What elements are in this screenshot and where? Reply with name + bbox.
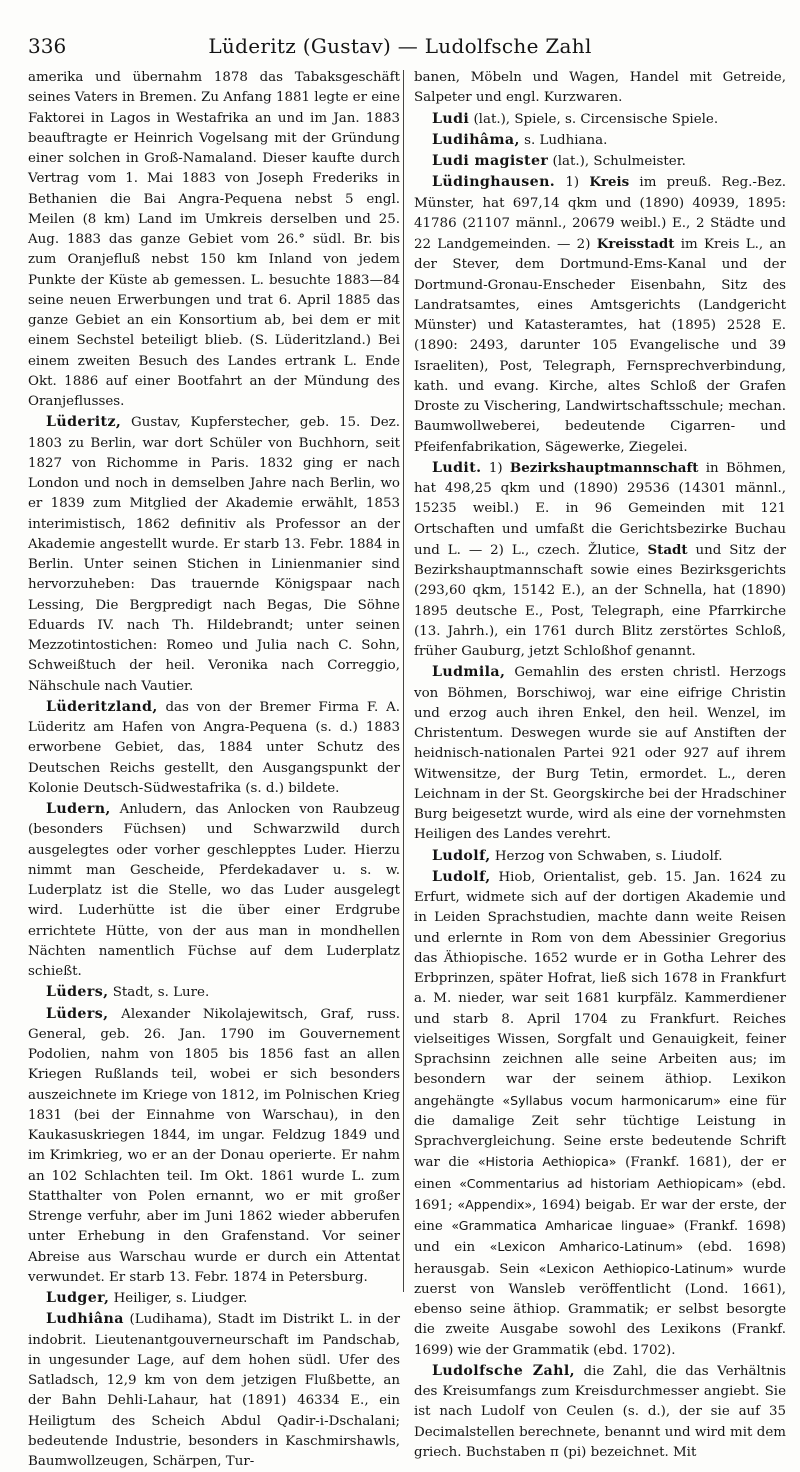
entry-text: Herzog von Schwaben, s. Liudolf. [490,848,723,864]
entry-lemma: Ludit. [432,459,482,476]
entry-ludolf-hiob [414,867,786,1361]
entry-ludolfsche-zahl [414,1361,786,1463]
latin-title: «Historia Aethiopica» [477,1154,617,1170]
right-column [414,68,787,1460]
latin-title: «Lexicon Amharico-Latinum» [489,1239,684,1255]
entry-text: (lat.), Schulmeister. [548,154,686,169]
entry-text: die Zahl, die das Verhältnis des Kreisumfangs zum Kreisdurchmesser angiebt. Sie ist nach Ludolf von Ceulen (s. d.), der sie auf 35 Decimalstellen berechnete, benannt und wird mit dem griech. Buchstaben π (pi) bezeichnet. Mit [414,1363,786,1460]
entry-lemma: Lüdinghausen. [432,174,556,191]
entry-text: (Ludihama), Stadt im Distrikt L. in der indobrit. Lieutenantgouverneurschaft im Pandschab, in ungesunder Lage, auf dem hohen südl. Ufer des Satladsch, 12,9 km von dem jetzigen Flußbette, an der Bahn Dehli-Lahaur, hat (1891) 46334 E., ein Heiligtum des Scheich Abdul Qadir-i-Dschalani; bedeutende Industrie, besonders in Kaschmirshawls, Baumwollzeugen, Schärpen, Tur- [28,1312,400,1469]
entry-lemma: Ludhiâna [46,1311,124,1328]
entry-ludi-magister [414,151,786,172]
entry-lueders-alexander [28,1004,400,1289]
entry-text: s. Ludhiana. [519,132,608,148]
entry-text: Gustav, Kupferstecher, geb. 15. Dez. 1803 zu Berlin, war dort Schüler von Buchhorn, seit 1827 von Richomme in Paris. 1832 ging er nach London und noch in demselben Jahre nach Berlin, wo er 1839 zum Mitglied der Akademie erwählt, 1853 interimistisch, 1862 definitiv als Professor an der Akademie angestellt wurde. Er starb 13. Febr. 1884 in Berlin. Unter seinen Stichen in Linienmanier sind hervorzuheben: Das trauernde Königspaar nach Lessing, Die Bergpredigt nach Begas, Die Söhne Eduards IV. nach Th. Hildebrandt; unter seinen Mezzotintostichen: Romeo und Julia nach C. Sohn, Schweißtuch der heil. Veronika nach Correggio, Nähschule nach Vautier. [28,415,400,694]
latin-title: «Syllabus vocum harmonicarum» [502,1092,721,1108]
entry-text: das von der Bremer Firma F. A. Lüderitz am Hafen von Angra-Pequena (s. d.) 1883 erworbene Gebiet, das, 1884 unter Schutz des Deutschen Reichs gestellt, den Ausgangspunkt der Kolonie Deutsch-Südwestafrika (s. d.) bildete. [28,699,400,796]
entry-lemma: Lüders, [46,1005,109,1022]
latin-title: «Appendix» [457,1196,533,1212]
entry-ludi [414,109,786,130]
entry-lemma: Ludern, [46,801,111,817]
entry-text: amerika und übernahm 1878 das Tabaksgeschäft seines Vaters in Bremen. Zu Anfang 1881 legte er eine Faktorei in Lagos in Westafrika an und im Jan. 1883 beauftragte er Heinrich Vogelsang mit der Gründung einer solchen in Groß-Namaland. Dieser kaufte durch Vertrag vom 1. Mai 1883 von Joseph Frederiks in Bethanien die Bai Angra-Pequena nebst 5 engl. Meilen (8 km) Land im Umkreis derselben und 25. Aug. 1883 das ganze Gebiet vom 26.° südl. Br. bis zum Oranjefluß nebst 150 km Inland von jedem Punkte der Küste ab gemessen. L. besuchte 1883—84 seine neuen Erwerbungen und trat 6. April 1885 das ganze Gebiet an ein Konsortium ab, bei dem er mit einem Sechstel beteiligt blieb. (S. Lüderitzland.) Bei einem zweiten Besuch des Landes ertrank L. Ende Okt. 1886 auf einer Bootfahrt an der Mündung des Oranjeflusses. [28,70,400,409]
entry-text: Anludern, das Anlocken von Raubzeug (besonders Füchsen) und Schwarzwild durch ausgelegtes oder vorher geschlepptes Luder. Hierzu nimmt man Gescheide, Pferdekadaver u. s. w. Luderplatz ist die Stelle, wo das Luder ausgelegt wird. Luderhütte ist die über einer Erdgrube errichtete Hütte, von der aus man in mondhellen Nächten namentlich Füchse auf dem Luderplatz schießt. [28,802,400,979]
entry-ludger [28,1288,400,1309]
entry-text: , 1694) beigab. Er war der erste, der eine [414,1197,787,1234]
column-divider [403,70,404,1292]
entry-lemma: Lüderitz, [46,414,122,431]
entry-text: (lat.), Spiele, s. Circensische Spiele. [469,111,719,127]
latin-title: «Commentarius ad historiam Aethiopicam» [459,1175,744,1191]
entry-luedinghausen: Lüdinghausen. 1) Kreis im preuß. Reg.-Bez. Münster, hat 697,14 qkm und (1890) 40939, 1895: 41786 (21107 männl., 20679 weibl.) E., 2 Städte und 22 Landgemeinden. — 2) Kreisstadt im Kreis L., an der Stever, dem Dortmund-Ems-Kanal und der Dortmund-Gronau-Enscheder Eisenbahn, Sitz des Landratsamtes, eines Amtsgerichts (Landgericht Münster) und Katasteramtes, hat (1895) 2528 E. (1890: 2493, darunter 105 Evangelische und 39 Israeliten), Post, Telegraph, Fernsprechverbindung, kath. und evang. Kirche, altes Schloß der Grafen Droste zu Vischering, Landwirtschaftsschule; mechan. Baumwollweberei, bedeutende Cigarren- und Pfeifenfabrikation, Sägewerke, Ziegelei. [414,174,786,455]
entry-text: Heiliger, s. Liudger. [109,1291,248,1306]
entry-lemma: Lüderitzland, [46,698,158,715]
entry-text: Gemahlin des ersten christl. Herzogs von Böhmen, Borschiwoj, war eine eifrige Christin und erzog auch ihren Enkel, den heil. Wenzel, im Christentum. Deswegen wurde sie auf Anstiften der heidnisch-nationalen Partei 921 oder 927 auf ihrem Witwensitze, der Burg Tetin, ermordet. L., deren Leichnam in der St. Georgskirche bei der Hradschiner Burg beigesetzt wurde, wird als eine der vornehmsten Heiligen des Landes verehrt. [414,665,786,843]
page-header [28,28,772,68]
entry-ludolf-herzog [414,846,786,867]
left-column [28,68,400,1469]
entry-subhead: Kreis [589,174,630,191]
running-title: Lüderitz (Gustav) — Ludolfsche Zahl [208,34,592,58]
entry-text: (Frankf. 1681), der er einen [414,1155,787,1192]
entry-lemma: Ludi [432,110,470,127]
entry-lemma: Ludolf, [432,847,491,864]
entry-luederitz-gustav [28,412,400,697]
entry-text: Hiob, Orientalist, geb. 15. Jan. 1624 zu Erfurt, widmete sich auf der dortigen Akademie und in Leiden Sprachstudien, machte dann weite Reisen und erlernte in Rom von dem Abessinier Gregorius das Äthiopische. 1652 wurde er in Gotha Lehrer des Erbprinzen, später Hofrat, ließ sich 1678 in Frankfurt a. M. nieder, war seit 1681 kurpfälz. Kammerdiener und starb 8. April 1704 zu Frankfurt. Reiches vielseitiges Wissen, Sorgfalt und Genauigkeit, feiner Sprachsinn zeichnen alle seine Arbeiten aus; im besondern war der seinem äthiop. Lexikon angehängte [414,869,786,1109]
entry-lemma: Ludihâma, [432,131,520,148]
entry-subhead: Kreisstadt [596,236,675,252]
entry-text: eine für die damalige Zeit sehr tüchtige Leistung in Sprachvergleichung. Seine erste bedeutende Schrift war die [414,1093,786,1171]
entry-text: (ebd. 1698) herausgab. Sein [414,1240,786,1277]
entry-ludern [28,799,400,982]
entry-text: Alexander Nikolajewitsch, Graf, russ. General, geb. 26. Jan. 1790 im Gouvernement Podolien, nahm von 1805 bis 1856 fast an allen Kriegen Rußlands teil, wobei er sich besonders auszeichnete im Kriege von 1812, im Polnischen Krieg 1831 (bei der Einnahme von Warschau), in den Kaukasuskriegen 1844, im ungar. Feldzug 1849 und im Krimkrieg, wo er an der Donau operierte. Er nahm an 102 Schlachten teil. Im Okt. 1861 wurde L. zum Statthalter von Polen ernannt, wo er mit großer Strenge verfuhr, aber im Juni 1862 wieder abberufen unter Erhebung in den Grafenstand. Vor seiner Abreise aus Warschau wurde er durch ein Attentat verwundet. Er starb 13. Febr. 1874 in Petersburg. [28,1006,400,1285]
entry-lemma: Ludolfsche Zahl, [432,1362,575,1379]
entry-text: (ebd. 1691; [414,1176,786,1213]
entry-lemma: Ludi magister [432,153,549,169]
page-number: 336 [28,34,67,58]
entry-subhead: Stadt [647,541,688,558]
entry-text: wurde zuerst von Wansleb veröffentlicht (Lond. 1661), ebenso seine äthiop. Grammatik; er selbst besorgte die zweite Ausgabe sowohl des Lexikons (Frankf. 1699) wie der Grammatik (ebd. 1702). [414,1261,786,1358]
entry-text: in Böhmen, hat 498,25 qkm und (1890) 29536 (14301 männl., 15235 weibl.) E. in 96 Gemeinden mit 121 Ortschaften und umfaßt die Gerichtsbezirke Buchau und L. — 2) L., czech. Žlutice, [414,460,786,558]
entry-lemma: Ludolf, [432,868,491,885]
entry-lueders-stadt [28,982,400,1003]
entry-lemma: Lüders, [46,984,109,1001]
entry-luederitzland [28,697,400,799]
entry-text: Stadt, s. Lure. [108,985,210,1001]
entry-lemma: Ludger, [46,1290,110,1306]
entry-subhead: Bezirkshauptmannschaft [509,459,699,476]
entry-ludhiana [28,1309,400,1472]
entry-text: und Sitz der Bezirkshauptmannschaft sowie eines Bezirksgerichts (293,60 qkm, 15142 E.), an der Schnella, hat (1890) 1895 deutsche E., Post, Telegraph, eine Pfarrkirche (13. Jahrh.), ein 1761 durch Blitz zerstörtes Schloß, früher Gauburg, jetzt Schloßhof genannt. [414,542,786,659]
entry-text: im preuß. Reg.-Bez. Münster, hat 697,14 qkm und (1890) 40939, 1895: 41786 (21107 männl., 20679 weibl.) E., 2 Städte und 22 Landgemeinden. — 2) [414,175,786,252]
entry-ludihama [414,130,786,151]
entry-lemma: Ludmila, [432,664,506,681]
entry-continuation [414,68,786,109]
latin-title: «Grammatica Amharicae linguae» [451,1218,676,1233]
entry-text: (Frankf. 1698) und ein [414,1219,786,1256]
entry-text: im Kreis L., an der Stever, dem Dortmund-Ems-Kanal und der Dortmund-Gronau-Enscheder Eisenbahn, Sitz des Landratsamtes, eines Amtsgerichts (Landgericht Münster) und Katasteramtes, hat (1895) 2528 E. (1890: 2493, darunter 105 Evangelische und 39 Israeliten), Post, Telegraph, Fernsprechverbindung, kath. und evang. Kirche, altes Schloß der Grafen Droste zu Vischering, Landwirtschaftsschule; mechan. Baumwollweberei, bedeutende Cigarren- und Pfeifenfabrikation, Sägewerke, Ziegelei. [414,237,786,455]
entry-continuation [28,68,400,412]
latin-title: «Lexicon Aethiopico-Latinum» [538,1260,734,1276]
entry-ludmila [414,662,786,845]
entry-text: banen, Möbeln und Wagen, Handel mit Getreide, Salpeter und engl. Kurzwaren. [414,70,786,106]
entry-luditz: Ludit. 1) Bezirkshauptmannschaft in Böhmen, hat 498,25 qkm und (1890) 29536 (14301 männl., 15235 weibl.) E. in 96 Gemeinden mit 121 Ortschaften und umfaßt die Gerichtsbezirke Buchau und L. — 2) L., czech. Žlutice, Stadt und Sitz der Bezirkshauptmannschaft sowie eines Bezirksgerichts (293,60 qkm, 15142 E.), an der Schnella, hat (1890) 1895 deutsche E., Post, Telegraph, eine Pfarrkirche (13. Jahrh.), ein 1761 durch Blitz zerstörtes Schloß, früher Gauburg, jetzt Schloßhof genannt. [414,459,786,659]
